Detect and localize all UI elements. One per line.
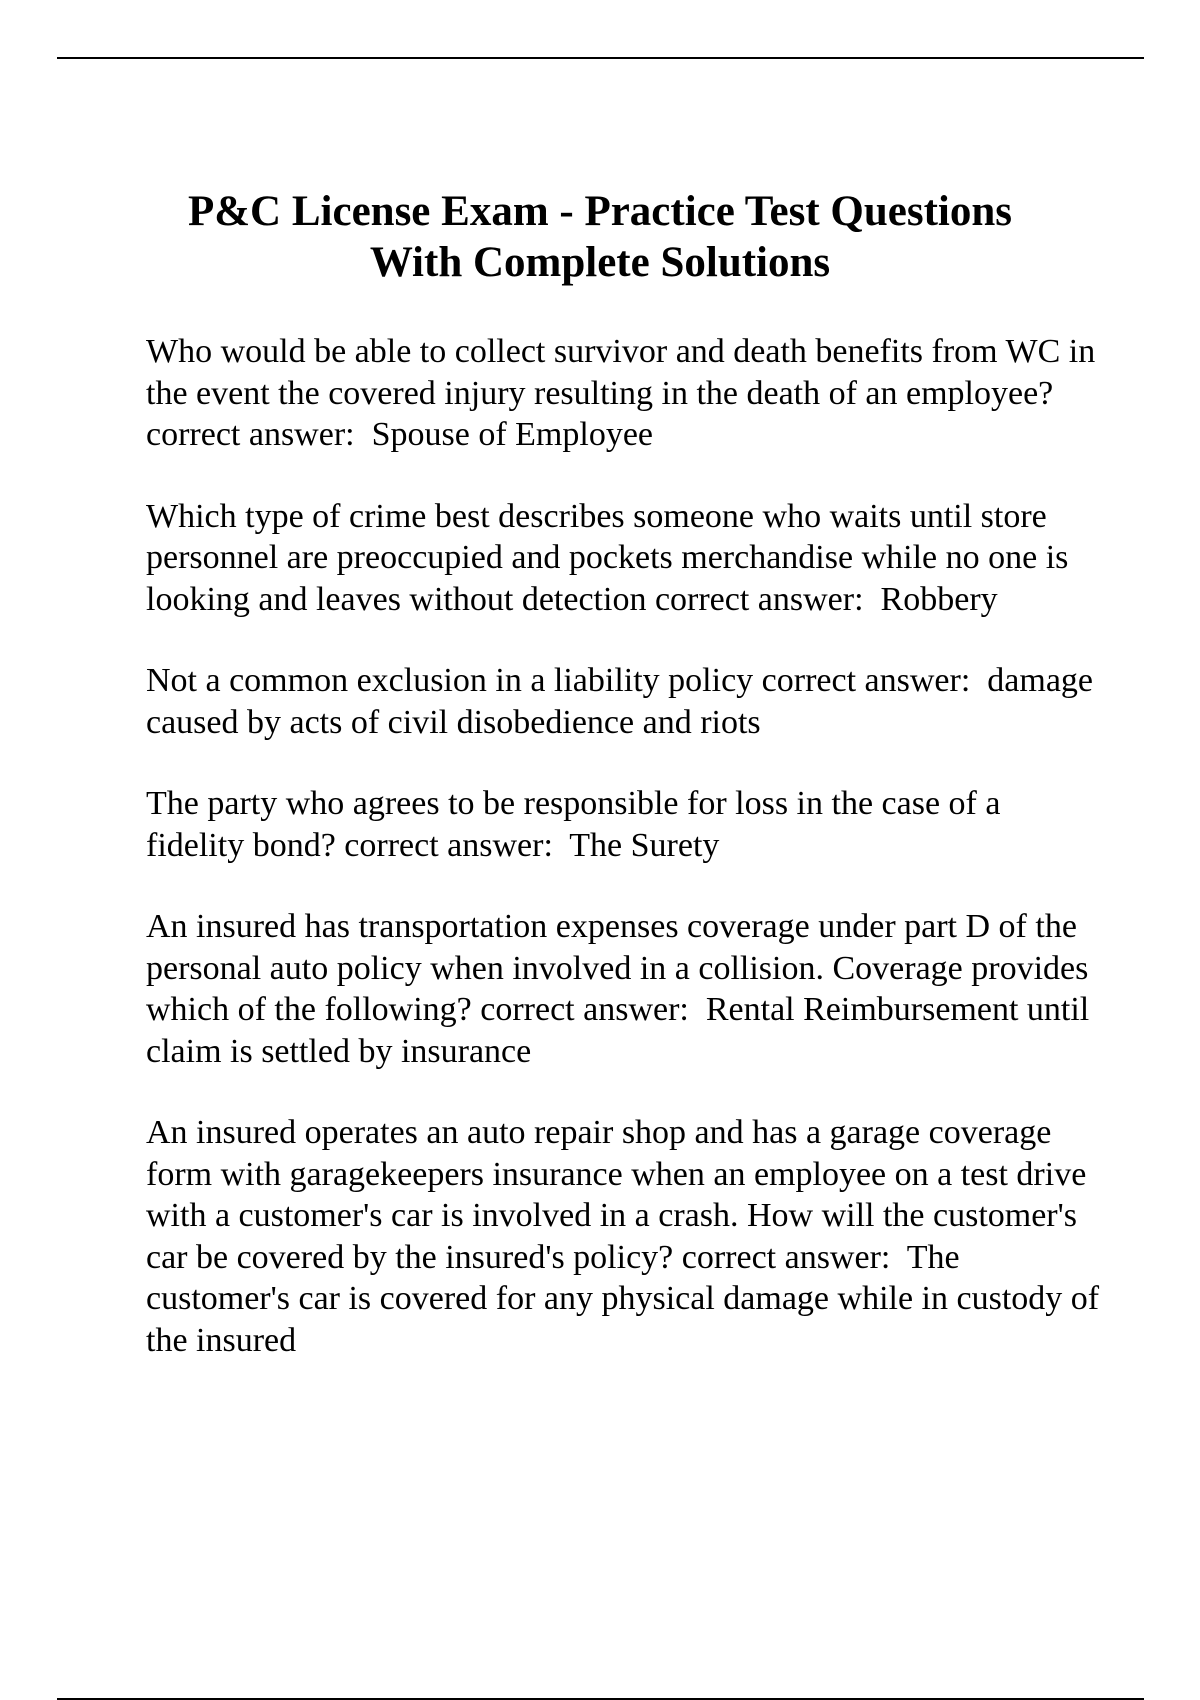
answer-label: correct answer: (480, 991, 706, 1028)
question-text: Not a common exclusion in a liability policy (146, 662, 754, 699)
title-line-2: With Complete Solutions (369, 239, 831, 286)
qa-item (146, 496, 1106, 621)
answer-label: correct answer: (681, 1238, 907, 1276)
question-text: Who would be able to collect survivor and death benefits from WC in the event the covered injury resulting in the death of an employee? (146, 333, 1096, 412)
qa-list (146, 331, 1106, 1401)
page-title (100, 186, 1100, 288)
answer-text: The customer's car is covered for any physical damage while in custody of the insured (146, 1238, 1100, 1359)
answer-label: correct answer: (146, 416, 372, 453)
answer-text: The Surety (569, 826, 720, 864)
answer-text: Rental Reimbursement until claim is settled by insurance (146, 991, 1090, 1070)
qa-item (146, 783, 1106, 866)
qa-item (146, 1112, 1106, 1361)
answer-label: correct answer: (344, 826, 570, 864)
answer-text: Spouse of Employee (371, 416, 654, 453)
top-rule (57, 57, 1144, 59)
qa-item (146, 331, 1106, 456)
question-text: Which type of crime best describes someone who waits until store personnel are preoccupied and pockets merchandise while no one is looking and leaves without detection (146, 497, 1069, 618)
answer-label: correct answer: (654, 580, 881, 618)
answer-label: correct answer: (761, 662, 988, 699)
title-line-1: P&C License Exam - Practice Test Questions (187, 188, 1013, 235)
answer-text: damage caused by acts of civil disobedience and riots (146, 662, 1093, 741)
question-text: An insured has transportation expenses coverage under part D of the personal auto policy when involved in a collision. Coverage provides which of the following? (146, 908, 1089, 1028)
qa-item (146, 906, 1106, 1072)
answer-text: Robbery (880, 580, 998, 618)
question-text: The party who agrees to be responsible for loss in the case of a fidelity bond? (146, 785, 1001, 864)
question-text: An insured operates an auto repair shop and has a garage coverage form with garagekeepers insurance when an employee on a test drive with a customer's car is involved in a crash. How will the customer's car be covered by the insured's policy? (146, 1114, 1087, 1276)
qa-item (146, 660, 1106, 743)
